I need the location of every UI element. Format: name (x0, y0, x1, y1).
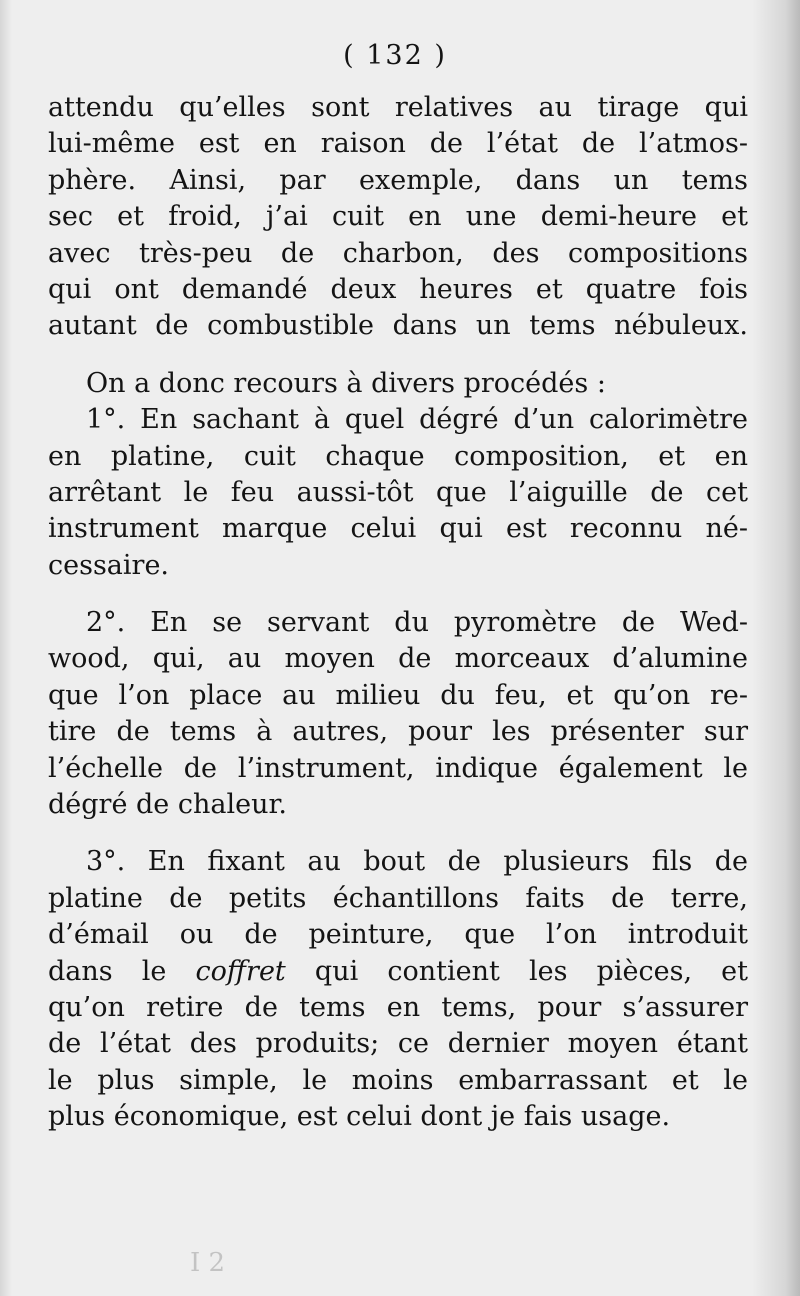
text-line: qu’on retire de tems en tems, pour s’assurer (48, 991, 748, 1023)
paragraph-gap (48, 345, 748, 366)
text-line: qui ont demandé deux heures et quatre fois (48, 273, 748, 305)
text-line: attendu qu’elles sont relatives au tirage qui (48, 92, 748, 123)
text-line: instrument marque celui qui est reconnu né- (48, 513, 748, 545)
text-line: d’émail ou de peinture, que l’on introduit (48, 919, 748, 951)
page-gutter-shadow (752, 0, 800, 1296)
text-line: dégré de chaleur. (48, 789, 287, 821)
text-line: lui-même est en raison de l’état de l’atmos- (48, 128, 748, 160)
page-number: ( 132 ) (343, 40, 447, 71)
text-line: tire de tems à autres, pour les présenter sur (48, 716, 748, 748)
text-line: que l’on place au milieu du feu, et qu’on re- (48, 679, 748, 711)
paragraph-gap (48, 584, 748, 605)
text-line: sec et froid, j’ai cuit en une demi-heure et (48, 201, 748, 233)
paragraph-3 (48, 402, 748, 584)
text-line-with-italic (48, 954, 748, 990)
text-line: On a donc recours à divers procédés : (86, 367, 606, 399)
paragraph-2 (48, 366, 748, 402)
text-line: autant de combustible dans un tems nébuleux. (48, 310, 748, 342)
text-line: avec très-peu de charbon, des compositions (48, 237, 748, 269)
text-line: 3°. En fixant au bout de plusieurs fils de (86, 846, 748, 878)
text-line: de l’état des produits; ce dernier moyen étant (48, 1028, 748, 1060)
paragraph-5 (48, 844, 748, 1135)
text-segment: qui contient les pièces, et (285, 955, 748, 987)
italic-term: coffret (195, 955, 286, 987)
text-line: 2°. En se servant du pyromètre de Wed- (86, 607, 748, 639)
text-line: l’échelle de l’instrument, indique également le (48, 752, 748, 784)
page-left-edge (0, 0, 12, 1296)
text-line: phère. Ainsi, par exemple, dans un tems (48, 164, 748, 196)
paragraph-4 (48, 605, 748, 823)
text-line: en platine, cuit chaque composition, et en (48, 440, 748, 472)
text-line: 1°. En sachant à quel dégré d’un calorimètre (86, 404, 748, 436)
signature-mark: I 2 (190, 1248, 226, 1278)
text-segment: dans le (48, 955, 196, 987)
paragraph-1 (48, 90, 748, 345)
text-line: platine de petits échantillons faits de terre, (48, 882, 748, 914)
text-line: cessaire. (48, 549, 170, 581)
paragraph-gap (48, 823, 748, 844)
page-body (48, 90, 748, 1136)
text-line: le plus simple, le moins embarrassant et le (48, 1064, 748, 1096)
text-line: wood, qui, au moyen de morceaux d’alumine (48, 643, 748, 675)
text-line: plus économique, est celui dont je fais usage. (48, 1101, 671, 1133)
text-line: arrêtant le feu aussi-tôt que l’aiguille de cet (48, 476, 748, 508)
